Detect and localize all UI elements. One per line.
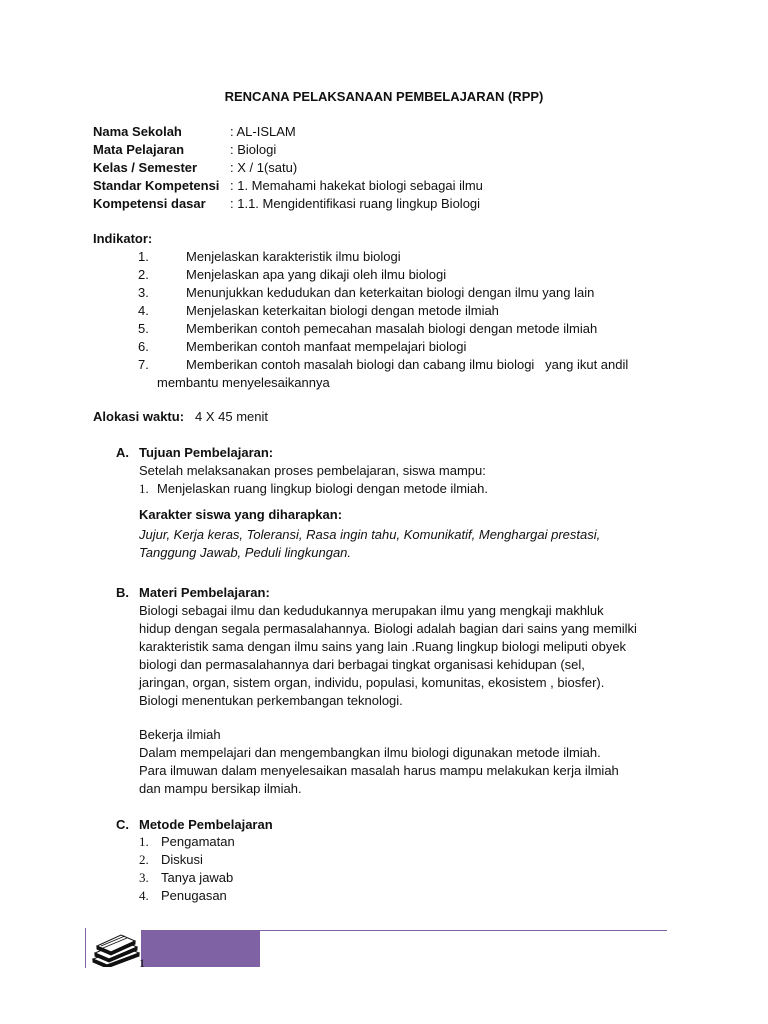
metode-num: 4. (139, 888, 149, 903)
indikator-heading: Indikator: (93, 231, 153, 246)
footer-accent-bar (141, 931, 260, 967)
metode-num: 2. (139, 852, 149, 867)
materi-line: Biologi menentukan perkembangan teknologi. (139, 693, 403, 708)
indikator-num: 7. (138, 357, 149, 372)
footer-divider (85, 928, 86, 968)
indikator-num: 2. (138, 267, 149, 282)
section-c-title: Metode Pembelajaran (139, 817, 273, 832)
indikator-item: Menjelaskan karakteristik ilmu biologi (186, 249, 401, 264)
info-label-subject: Mata Pelajaran (93, 142, 185, 157)
document-title: RENCANA PELAKSANAAN PEMBELAJARAN (RPP) (224, 89, 544, 104)
section-b-title: Materi Pembelajaran: (139, 585, 270, 600)
bekerja-line: dan mampu bersikap ilmiah. (139, 781, 302, 796)
karakter-line: Jujur, Kerja keras, Toleransi, Rasa ingin tahu, Komunikatif, Menghargai prestasi, (139, 527, 601, 542)
section-a-item-num: 1. (139, 481, 149, 496)
info-value-subject: : Biologi (230, 142, 277, 157)
alokasi-label: Alokasi waktu: (93, 409, 185, 424)
indikator-num: 1. (138, 249, 149, 264)
section-a-title: Tujuan Pembelajaran: (139, 445, 274, 460)
section-a-intro: Setelah melaksanakan proses pembelajaran, siswa mampu: (139, 463, 486, 478)
metode-item: Penugasan (161, 888, 227, 903)
karakter-heading: Karakter siswa yang diharapkan: (139, 507, 343, 522)
info-value-competence: : 1.1. Mengidentifikasi ruang lingkup Biologi (230, 196, 481, 211)
books-icon (91, 931, 143, 967)
info-value-standard: : 1. Memahami hakekat biologi sebagai ilmu (230, 178, 483, 193)
info-label-class: Kelas / Semester (93, 160, 198, 175)
indikator-item: Memberikan contoh masalah biologi dan cabang ilmu biologi yang ikut andil (186, 357, 629, 372)
indikator-item: Memberikan contoh pemecahan masalah biologi dengan metode ilmiah (186, 321, 598, 336)
indikator-num: 6. (138, 339, 149, 354)
materi-line: Biologi sebagai ilmu dan kedudukannya merupakan ilmu yang mengkaji makhluk (139, 603, 604, 618)
metode-item: Tanya jawab (161, 870, 234, 885)
section-a-letter: A. (116, 445, 129, 460)
info-value-class: : X / 1(satu) (230, 160, 298, 175)
info-label-competence: Kompetensi dasar (93, 196, 206, 211)
bekerja-line: Dalam mempelajari dan mengembangkan ilmu biologi digunakan metode ilmiah. (139, 745, 601, 760)
materi-line: hidup dengan segala permasalahannya. Biologi adalah bagian dari sains yang memilki (139, 621, 637, 636)
info-label-standard: Standar Kompetensi (93, 178, 220, 193)
indikator-continuation: membantu menyelesaikannya (157, 375, 330, 390)
indikator-num: 5. (138, 321, 149, 336)
section-a-item: Menjelaskan ruang lingkup biologi dengan metode ilmiah. (157, 481, 488, 496)
section-c-letter: C. (116, 817, 129, 832)
indikator-item: Menjelaskan keterkaitan biologi dengan metode ilmiah (186, 303, 499, 318)
materi-line: biologi dan permasalahannya dari berbagai tingkat organisasi kehidupan (sel, (139, 657, 585, 672)
indikator-num: 4. (138, 303, 149, 318)
indikator-item: Menunjukkan kedudukan dan keterkaitan biologi dengan ilmu yang lain (186, 285, 595, 300)
indikator-item: Memberikan contoh manfaat mempelajari biologi (186, 339, 467, 354)
karakter-line: Tanggung Jawab, Peduli lingkungan. (139, 545, 352, 560)
alokasi-value: 4 X 45 menit (195, 409, 268, 424)
bekerja-ilmiah-heading: Bekerja ilmiah (139, 727, 221, 742)
bekerja-line: Para ilmuwan dalam menyelesaikan masalah harus mampu melakukan kerja ilmiah (139, 763, 619, 778)
indikator-item: Menjelaskan apa yang dikaji oleh ilmu biologi (186, 267, 447, 282)
metode-item: Pengamatan (161, 834, 235, 849)
metode-num: 3. (139, 870, 149, 885)
info-value-school: : AL-ISLAM (230, 124, 296, 139)
indikator-num: 3. (138, 285, 149, 300)
metode-num: 1. (139, 834, 149, 849)
page-number: 1 (139, 956, 145, 970)
info-label-school: Nama Sekolah (93, 124, 182, 139)
metode-item: Diskusi (161, 852, 203, 867)
materi-line: karakteristik sama dengan ilmu sains yang lain .Ruang lingkup biologi meliputi obyek (139, 639, 627, 654)
section-b-letter: B. (116, 585, 129, 600)
materi-line: jaringan, organ, sistem organ, individu, populasi, komunitas, ekosistem , biosfer). (139, 675, 605, 690)
